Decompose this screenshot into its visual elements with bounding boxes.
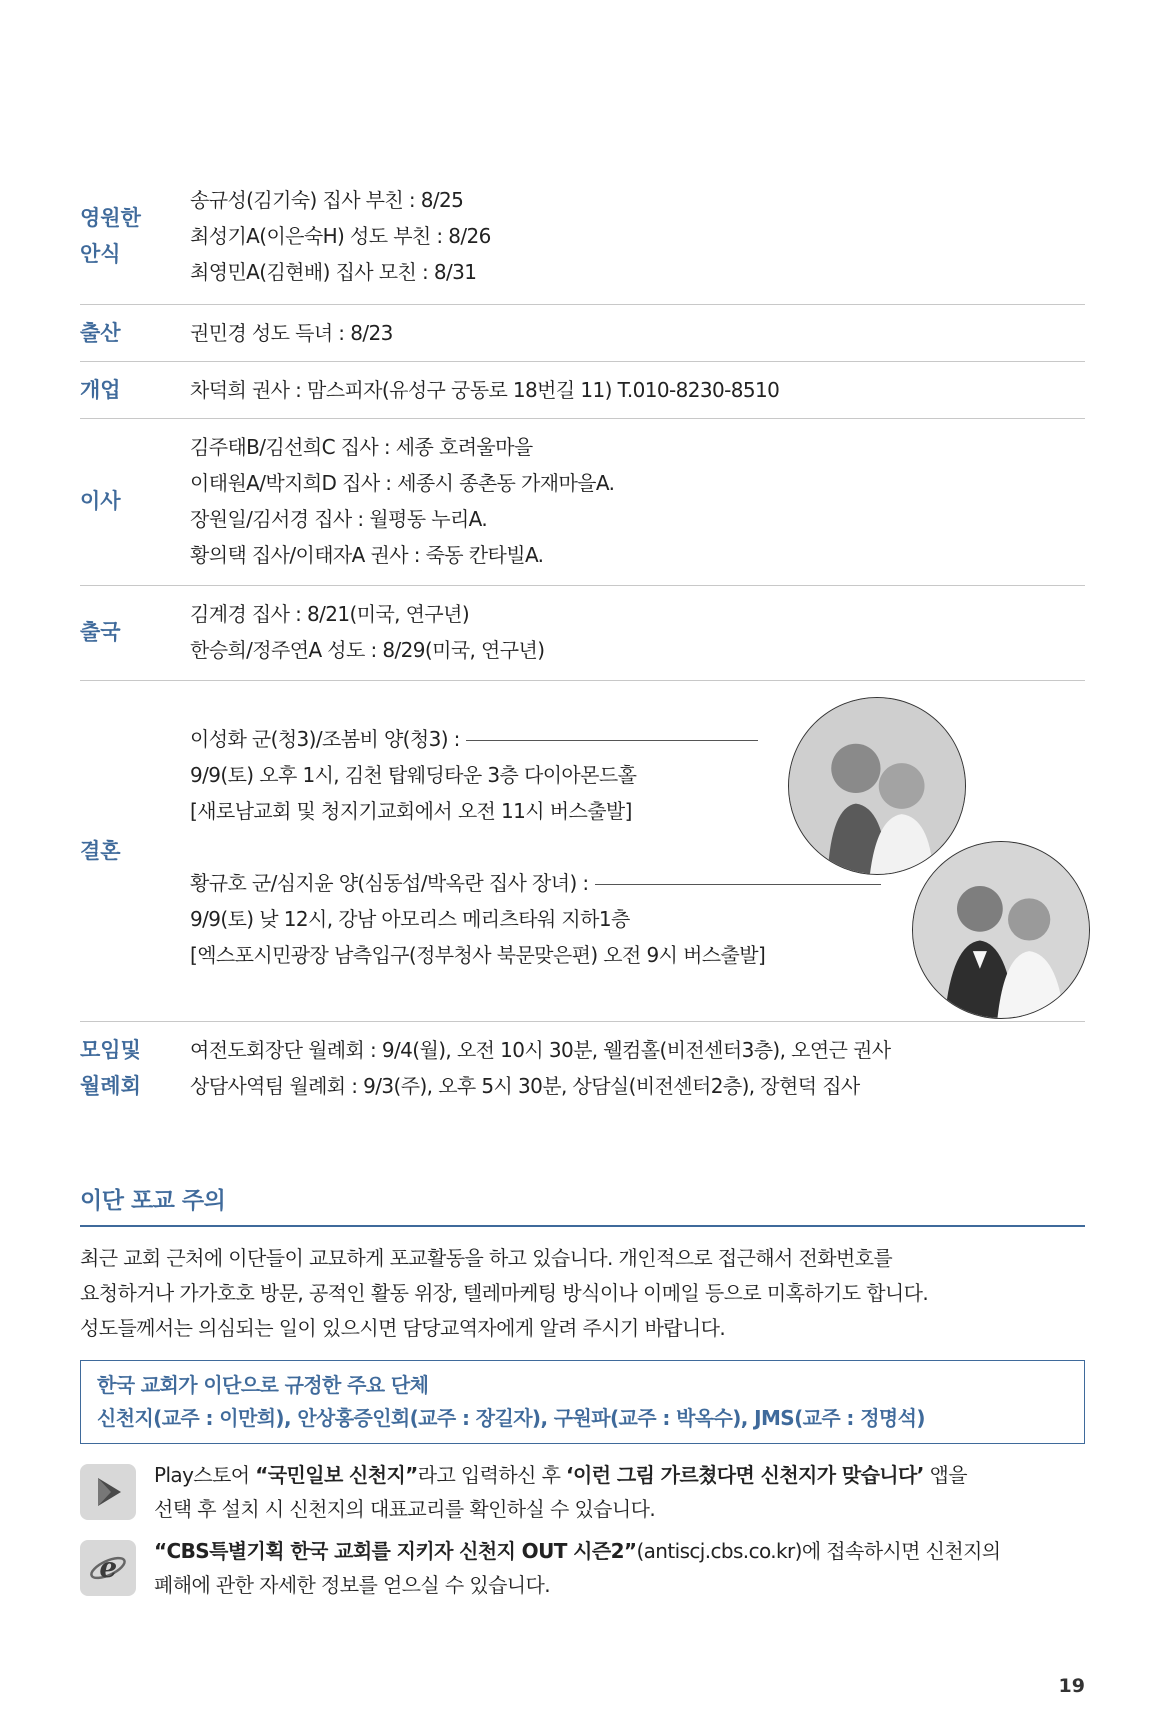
couple-photo-illustration — [789, 698, 965, 874]
couple-photo-illustration — [913, 842, 1089, 1018]
category-meetings — [80, 1032, 190, 1104]
category-label: 월례회 — [80, 1074, 141, 1098]
birth-list — [190, 315, 1085, 351]
category-opening: 개업 — [80, 378, 121, 402]
category-label: 안식 — [80, 242, 121, 266]
text-span: 앱을 — [923, 1463, 967, 1487]
section-title: 이단 포교 주의 — [80, 1182, 1085, 1227]
couple1-photo — [788, 697, 966, 875]
wedding-couple2-title: 황규호 군/심지윤 양(심동섭/박옥란 집사 장녀) : — [190, 871, 589, 895]
web-info — [80, 1534, 1085, 1602]
text-span: 라고 입력하신 후 — [417, 1463, 567, 1487]
category-label: 모임및 — [80, 1038, 141, 1062]
list-item: 최성기A(이은숙H) 성도 부친 : 8/26 — [190, 224, 491, 248]
paragraph-line: 최근 교회 근처에 이단들이 교묘하게 포교활동을 하고 있습니다. 개인적으로 접근해서 전화번호를 — [80, 1246, 893, 1270]
category-departure: 출국 — [80, 620, 121, 644]
row-moving — [80, 419, 1085, 586]
wedding-couple1-detail: 9/9(토) 오후 1시, 김천 탑웨딩타운 3층 다이아몬드홀 — [190, 763, 637, 787]
heresy-groups-box — [80, 1360, 1085, 1444]
program-title: “CBS특별기획 한국 교회를 지키자 신천지 OUT 시즌2” — [154, 1539, 637, 1563]
list-item: 이태원A/박지희D 집사 : 세종시 종촌동 가재마을A. — [190, 471, 615, 495]
text-span: (antiscj.cbs.co.kr)에 접속하시면 신천지의 — [636, 1539, 1001, 1563]
list-item: 차덕희 권사 : 맘스피자(유성구 궁동로 18번길 11) T.010-8230-8510 — [190, 378, 780, 402]
list-item: 한승희/정주연A 성도 : 8/29(미국, 연구년) — [190, 638, 545, 662]
leader-line — [466, 740, 758, 741]
leader-line — [595, 884, 881, 885]
list-item: 김계경 집사 : 8/21(미국, 연구년) — [190, 602, 470, 626]
list-item: 송규성(김기숙) 집사 부친 : 8/25 — [190, 188, 464, 212]
paragraph-line: 요청하거나 가가호호 방문, 공적인 활동 위장, 텔레마케팅 방식이나 이메일 등으로 미혹하기도 합니다. — [80, 1281, 929, 1305]
internet-explorer-icon — [80, 1540, 136, 1596]
heresy-warning-section — [80, 1182, 1085, 1602]
warning-paragraph — [80, 1241, 1085, 1346]
opening-list — [190, 372, 1085, 408]
list-item: 최영민A(김현배) 집사 모친 : 8/31 — [190, 260, 477, 284]
category-wedding: 결혼 — [80, 839, 121, 863]
row-wedding — [80, 681, 1085, 1022]
text-span: Play스토어 — [154, 1463, 256, 1487]
web-text-line1 — [154, 1534, 1085, 1568]
box-groups-list: 신천지(교주 : 이만희), 안상홍증인회(교주 : 장길자), 구원파(교주 : 박옥수), JMS(교주 : 정명석) — [97, 1406, 925, 1430]
list-item: 여전도회장단 월례회 : 9/4(월), 오전 10시 30분, 웰컴홀(비전센터3층), 오연근 권사 — [190, 1038, 891, 1062]
play-store-icon — [80, 1464, 136, 1520]
web-text-line2: 폐해에 관한 자세한 정보를 얻으실 수 있습니다. — [154, 1573, 550, 1597]
row-condolence — [80, 170, 1085, 305]
play-store-text-line1 — [154, 1458, 1085, 1492]
list-item: 황의택 집사/이태자A 권사 : 죽동 칸타빌A. — [190, 543, 544, 567]
departure-list — [190, 596, 1085, 668]
condolence-list — [190, 182, 1085, 290]
row-birth — [80, 305, 1085, 362]
page-number: 19 — [1058, 1675, 1085, 1697]
category-condolence — [80, 182, 190, 290]
church-news-table — [80, 170, 1085, 1112]
list-item: 상담사역팀 월례회 : 9/3(주), 오후 5시 30분, 상담실(비전센터2층), 장현덕 집사 — [190, 1074, 860, 1098]
row-opening — [80, 362, 1085, 419]
app-name: ‘이런 그림 가르쳤다면 신천지가 맞습니다’ — [566, 1463, 924, 1487]
app-keyword: “국민일보 신천지” — [255, 1463, 418, 1487]
svg-text:e: e — [99, 1551, 117, 1584]
paragraph-line: 성도들께서는 의심되는 일이 있으시면 담당교역자에게 알려 주시기 바랍니다. — [80, 1316, 726, 1340]
play-store-text-line2: 선택 후 설치 시 신천지의 대표교리를 확인하실 수 있습니다. — [154, 1497, 656, 1521]
box-heading: 한국 교회가 이단으로 규정한 주요 단체 — [97, 1373, 429, 1397]
play-triangle-icon — [91, 1475, 125, 1509]
play-store-info — [80, 1458, 1085, 1526]
moving-list — [190, 429, 1085, 573]
couple2-photo — [912, 841, 1090, 1019]
ie-logo-icon — [88, 1548, 128, 1588]
wedding-couple1-bus: [새로남교회 및 청지기교회에서 오전 11시 버스출발] — [190, 799, 632, 823]
row-departure — [80, 586, 1085, 681]
category-moving: 이사 — [80, 489, 121, 513]
wedding-couple1-title: 이성화 군(청3)/조봄비 양(청3) : — [190, 727, 460, 751]
meetings-list — [190, 1032, 1085, 1104]
row-meetings — [80, 1022, 1085, 1112]
wedding-couple2-detail: 9/9(토) 낮 12시, 강남 아모리스 메리츠타워 지하1층 — [190, 907, 630, 931]
list-item: 장원일/김서경 집사 : 월평동 누리A. — [190, 507, 488, 531]
category-label: 영원한 — [80, 206, 141, 230]
wedding-couple2-bus: [엑스포시민광장 남측입구(정부청사 북문맞은편) 오전 9시 버스출발] — [190, 943, 766, 967]
list-item: 김주태B/김선희C 집사 : 세종 호려울마을 — [190, 435, 533, 459]
list-item: 권민경 성도 득녀 : 8/23 — [190, 321, 393, 345]
category-birth: 출산 — [80, 321, 121, 345]
